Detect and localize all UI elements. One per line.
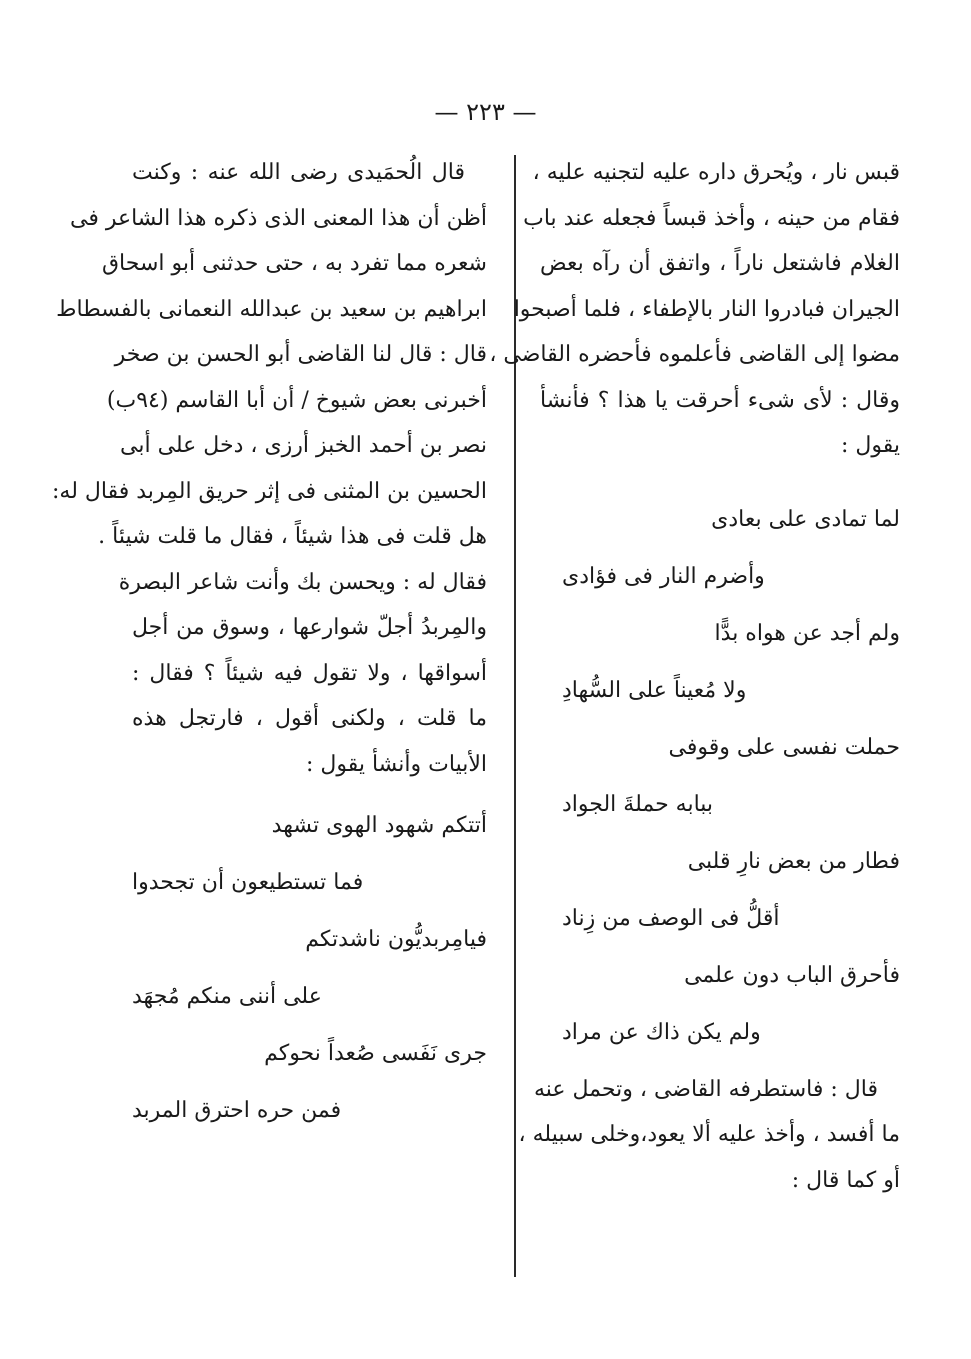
verse-line: أقلُّ فى الوصف من زِناد xyxy=(562,905,780,931)
text-line: نصر بن أحمد الخبز أرزى ، دخل على أبى xyxy=(120,433,487,458)
text-line: أخبرنى بعض شيوخ / أن أبا القاسم (٩٤ب) xyxy=(106,387,487,413)
verse-line: فأحرق الباب دون علمى xyxy=(684,962,900,988)
verse-line: ولم يكن ذاك عن مراد xyxy=(562,1019,761,1045)
right-prose-top xyxy=(489,150,900,469)
text-line: وقال : لأى شىء أحرقت يا هذا ؟ فأنشأ xyxy=(540,387,900,413)
verse-line: فطار من بعض نارِ قلبى xyxy=(687,848,900,874)
text-line: أظن أن هذا المعنى الذى ذكره هذا الشاعر فى xyxy=(69,205,487,231)
verse-line: على أننى منكم مُجهَد xyxy=(132,984,322,1009)
verse-line: أتتكم شهود الهوى تشهد xyxy=(271,813,487,838)
text-line: ما أفسد ، وأخذ عليه ألا يعود،وخلى سبيله ، xyxy=(518,1122,900,1147)
left-poem xyxy=(132,797,487,1139)
verse-line: فما تستطيعون أن تجحدوا xyxy=(132,870,364,895)
text-line: قال : قال لنا القاضى أبو الحسن بن صخر xyxy=(114,342,487,367)
text-line: قبس نار ، ويُحرق داره عليه لتجنيه عليه ، xyxy=(532,160,900,185)
verse-line: حملت نفسى على وقوفى xyxy=(668,734,900,760)
spacer xyxy=(540,469,900,491)
text-line: ابراهيم بن سعيد بن عبدالله النعمانى بالفسطاط xyxy=(56,296,487,322)
page-number: — ٢٢٣ — xyxy=(434,98,537,126)
text-line: قال الُحمَيدى رضى الله عنه : وكنت xyxy=(132,160,465,185)
verse-line: وأضرم النار فى فؤادى xyxy=(562,563,765,589)
spacer xyxy=(132,787,487,797)
verse-line: فمن حره احترق المربد xyxy=(132,1098,342,1123)
right-prose-bottom xyxy=(518,1067,900,1204)
text-line: ما قلت ، ولكنى أقول ، فارتجل هذه xyxy=(132,706,487,731)
text-line: هل قلت فى هذا شيئاً ، فقال ما قلت شيئاً . xyxy=(98,524,487,549)
text-line: يقول : xyxy=(840,433,900,458)
text-line: والمِربدُ أجلّ شوارعها ، وسوق من أجل xyxy=(132,615,487,640)
verse-line: لما تمادى على بعادى xyxy=(711,506,900,532)
right-poem xyxy=(540,491,900,1061)
right-column xyxy=(489,150,900,1203)
text-line: أو كما قال : xyxy=(791,1167,900,1193)
verse-line: فيامِربديُّون ناشدتكم xyxy=(305,927,487,952)
left-column xyxy=(51,150,487,1139)
verse-line: ولم أجد عن هواه بدًّا xyxy=(714,620,900,646)
text-line: قال : فاستطرفه القاضى ، وتحمل عنه xyxy=(533,1076,878,1102)
text-line: الحسين بن المثنى فى إثر حريق المِربد فقال له: xyxy=(51,478,487,504)
left-prose xyxy=(51,150,487,787)
text-line: أسواقها ، ولا تقول فيه شيئاً ؟ فقال : xyxy=(132,660,487,686)
text-line: الجيران فبادروا النار بالإطفاء ، فلما أصبحوا xyxy=(513,296,900,322)
text-line: فقام من حينه ، وأخذ قبساً فجعله عند باب xyxy=(523,205,900,231)
text-line: الغلام فاشتعل ناراً ، واتفق أن رآه بعض xyxy=(540,251,900,276)
text-line: الأبيات وأنشأ يقول : xyxy=(305,751,487,777)
verse-line: جرى نَفَسى صُعداً نحوكم xyxy=(264,1041,487,1066)
text-line: فقال له : ويحسن بك وأنت شاعر البصرة xyxy=(118,569,487,595)
text-line: مضوا إلى القاضى فأعلموه فأحضره القاضى ، xyxy=(489,342,900,367)
text-line: شعره مما تفرد به ، حتى حدثنى أبو اسحاق xyxy=(101,251,487,276)
verse-line: ولا مُعيناً على السُّهادِ xyxy=(562,677,747,703)
verse-line: ببابه حملةَ الجواد xyxy=(562,791,714,817)
